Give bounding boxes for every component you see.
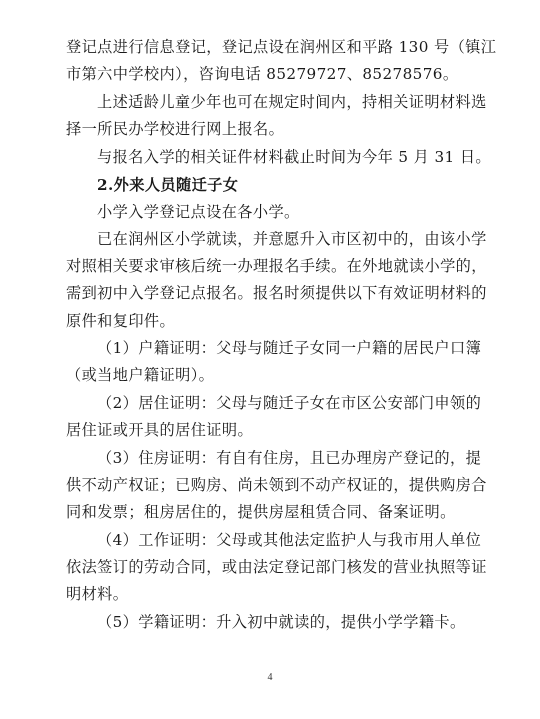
text-line: （5）学籍证明：升入初中就读的，提供小学学籍卡。 <box>97 613 466 631</box>
text-line: 已在润州区小学就读，并意愿升入市区初中的，由该小学 <box>97 230 487 248</box>
text-line: 同和发票；租房居住的，提供房屋租赁合同、备案证明。 <box>66 503 456 522</box>
section-heading <box>66 172 478 199</box>
text-line: （4）工作证明：父母或其他法定监护人与我市用人单位 <box>97 531 482 549</box>
text-line: 原件和复印件。 <box>66 311 176 330</box>
text-line: （或当地户籍证明）。 <box>66 366 215 385</box>
text-line: 需到初中入学登记点报名。报名时须提供以下有效证明材料的 <box>66 284 487 303</box>
text-line: 明材料。 <box>66 585 129 604</box>
text-line: 对照相关要求审核后统一办理报名手续。在外地就读小学的， <box>66 257 487 276</box>
paragraph-middle-school <box>66 226 487 335</box>
text-line: （3）住房证明：有自有住房，且已办理房产登记的，提 <box>97 449 482 467</box>
paragraph-registration-location <box>66 34 497 88</box>
item-employment-proof <box>66 527 487 609</box>
text-line: （1）户籍证明：父母与随迁子女同一户籍的居民户口簿 <box>97 339 482 357</box>
page-number: 4 <box>267 672 273 683</box>
text-line: 市第六中学校内），咨询电话 85279727、85278576。 <box>66 65 459 84</box>
text-line: （2）居住证明：父母与随迁子女在市区公安部门申领的 <box>97 394 482 412</box>
text-line: 居住证或开具的居住证明。 <box>66 421 254 440</box>
item-enrollment-proof <box>66 609 478 636</box>
paragraph-primary-registration <box>66 199 478 226</box>
text-line: 与报名入学的相关证件材料截止时间为今年 5 月 31 日。 <box>97 148 492 166</box>
paragraph-deadline <box>66 144 492 171</box>
paragraph-private-school <box>66 89 487 143</box>
text-line: 登记点进行信息登记，登记点设在润州区和平路 130 号（镇江 <box>66 38 497 56</box>
text-line: 供不动产权证；已购房、尚未领到不动产权证的，提供购房合 <box>66 476 487 495</box>
item-housing-proof <box>66 445 487 527</box>
text-line: 小学入学登记点设在各小学。 <box>97 203 300 221</box>
text-line: 依法签订的劳动合同，或由法定登记部门核发的营业执照等证 <box>66 558 487 577</box>
item-residence-proof <box>66 390 482 444</box>
section-title: 2.外来人员随迁子女 <box>97 176 239 194</box>
text-line: 择一所民办学校进行网上报名。 <box>66 120 285 139</box>
text-line: 上述适龄儿童少年也可在规定时间内，持相关证明材料选 <box>97 93 487 111</box>
item-household-proof <box>66 335 482 389</box>
